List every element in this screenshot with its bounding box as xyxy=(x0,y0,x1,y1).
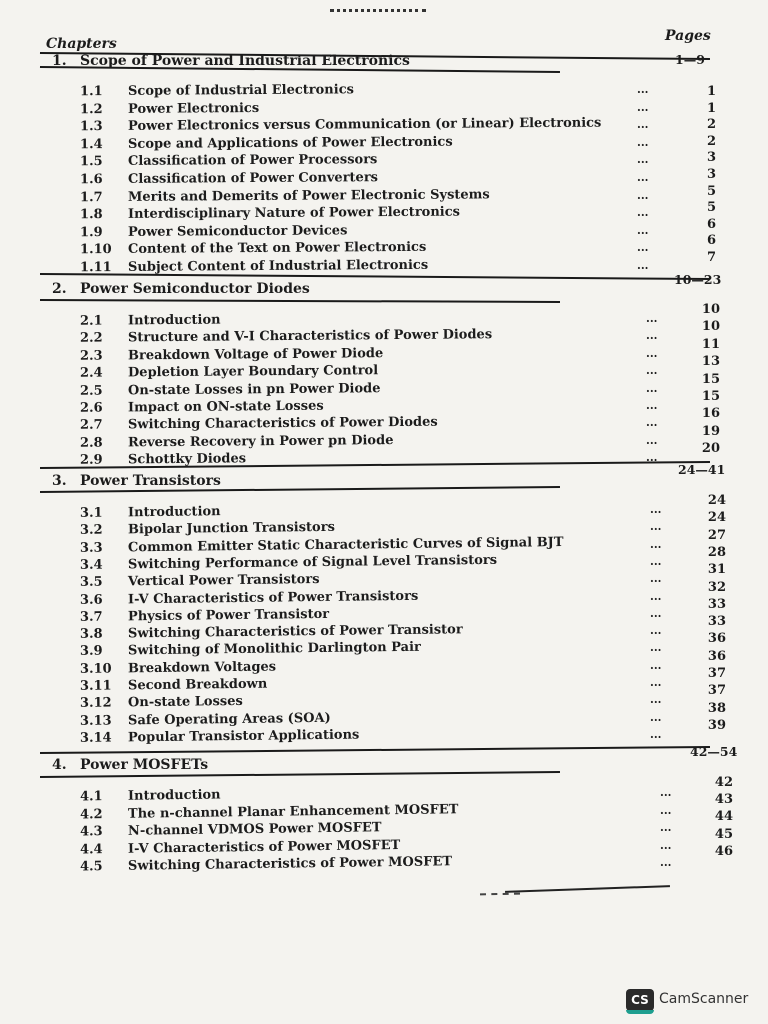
section-title: Safe Operating Areas (SOA) xyxy=(127,710,331,728)
section-title: Reverse Recovery in Power pn Diode xyxy=(127,432,394,451)
leader-dots: ... xyxy=(650,658,662,672)
section-number: 2.6 xyxy=(79,400,103,416)
section-title: Introduction xyxy=(127,312,221,329)
section-rule xyxy=(40,299,560,303)
page-number: 7 xyxy=(706,250,716,265)
camscanner-label: CamScanner xyxy=(659,991,749,1007)
section-number: 3.4 xyxy=(79,557,103,573)
chapter-title-text: Power Semiconductor Diodes xyxy=(80,281,310,297)
chapter-number: 3. xyxy=(52,473,67,489)
camscanner-logo-icon: CS xyxy=(626,989,654,1011)
section-title: N-channel VDMOS Power MOSFET xyxy=(127,820,382,839)
cut-off-heading xyxy=(330,0,426,12)
page-number: 24 xyxy=(707,493,726,508)
section-title: Introduction xyxy=(127,504,221,521)
page-number: 11 xyxy=(701,336,720,352)
page-number: 37 xyxy=(707,666,726,681)
chapter-title-text: Power MOSFETs xyxy=(80,757,209,773)
section-title: Bipolar Junction Transistors xyxy=(127,520,335,538)
section-title: Common Emitter Static Characteristic Curves of Signal BJT xyxy=(127,534,564,555)
page-number: 1 xyxy=(706,84,716,99)
section-number: 1.10 xyxy=(79,242,112,258)
section-number: 1.6 xyxy=(79,172,103,188)
page-number: 28 xyxy=(707,544,726,560)
leader-dots: ... xyxy=(650,676,662,689)
page-number: 3 xyxy=(706,167,716,182)
section-title: Switching Characteristics of Power Diodes xyxy=(127,415,438,433)
chapter-number: 2. xyxy=(52,281,67,297)
leader-dots: ... xyxy=(650,624,662,638)
section-title: Switching Characteristics of Power Transistor xyxy=(127,622,463,642)
leader-dots: ... xyxy=(637,135,649,149)
leader-dots: ... xyxy=(660,803,672,817)
section-number: 3.7 xyxy=(79,609,103,625)
leader-dots: ... xyxy=(650,537,662,551)
leader-dots: ... xyxy=(646,451,658,465)
leader-dots: ... xyxy=(646,399,658,412)
page-number: 36 xyxy=(707,631,726,647)
section-title: Subject Content of Industrial Electronics xyxy=(127,257,429,275)
page-number: 32 xyxy=(707,579,726,595)
page-number: 1 xyxy=(706,100,716,116)
leader-dots: ... xyxy=(646,433,658,447)
page-number: 19 xyxy=(701,423,720,439)
page-number: 5 xyxy=(706,200,716,216)
page-number: 3 xyxy=(706,150,716,166)
chapter-page-range: 10—23 xyxy=(674,272,722,287)
section-title: Structure and V-I Characteristics of Power Diodes xyxy=(127,327,493,346)
page-number: 10 xyxy=(701,319,720,335)
chapter-page-range: 42—54 xyxy=(690,744,738,759)
leader-dots: ... xyxy=(646,312,658,325)
section-title: Classification of Power Processors xyxy=(127,152,378,170)
section-title: Breakdown Voltages xyxy=(127,659,277,677)
chapter-page-range: 24—41 xyxy=(678,462,726,477)
section-number: 4.1 xyxy=(79,789,103,805)
section-number: 4.2 xyxy=(79,806,103,822)
section-number: 3.14 xyxy=(79,730,112,746)
page-number: 46 xyxy=(714,843,733,859)
page-number: 5 xyxy=(706,183,716,199)
section-number: 1.5 xyxy=(79,154,103,170)
chapter-title-text: Power Transistors xyxy=(80,473,221,489)
pen-mark xyxy=(505,885,670,893)
section-title: Impact on ON-state Losses xyxy=(127,398,324,416)
page-number: 16 xyxy=(701,406,720,422)
chapter-heading xyxy=(52,757,208,773)
section-number: 1.1 xyxy=(79,84,103,100)
page-number: 6 xyxy=(706,216,716,232)
leader-dots: ... xyxy=(650,693,662,707)
leader-dots: ... xyxy=(637,188,649,202)
chapter-page-range: 1—9 xyxy=(675,52,705,67)
page-number: 31 xyxy=(707,562,726,578)
page-number: 44 xyxy=(714,809,733,825)
section-number: 3.6 xyxy=(79,592,103,608)
section-title: Depletion Layer Boundary Control xyxy=(127,363,379,381)
leader-dots: ... xyxy=(637,118,649,132)
leader-dots: ... xyxy=(650,641,662,655)
page-number: 37 xyxy=(707,683,726,699)
leader-dots: ... xyxy=(646,346,658,360)
section-number: 1.3 xyxy=(79,119,103,135)
section-number: 3.2 xyxy=(79,522,103,539)
page-number: 33 xyxy=(707,614,726,630)
leader-dots: ... xyxy=(646,416,658,430)
page-number: 36 xyxy=(707,648,726,664)
leader-dots: ... xyxy=(660,856,672,869)
section-title: Schottky Diodes xyxy=(127,451,247,468)
section-title: Scope and Applications of Power Electronics xyxy=(127,134,453,152)
page-number: 2 xyxy=(706,133,716,149)
leader-dots: ... xyxy=(650,589,662,603)
section-title: Interdisciplinary Nature of Power Electronics xyxy=(127,204,460,223)
section-title: Breakdown Voltage of Power Diode xyxy=(127,345,384,364)
section-number: 3.8 xyxy=(79,626,103,643)
section-title: Power Electronics xyxy=(127,100,260,117)
page-number: 38 xyxy=(707,700,726,716)
leader-dots: ... xyxy=(637,241,649,255)
section-number: 3.13 xyxy=(79,713,112,729)
page-number: 24 xyxy=(707,510,726,526)
section-title: Vertical Power Transistors xyxy=(127,572,320,590)
section-number: 3.12 xyxy=(79,695,112,712)
section-number: 3.11 xyxy=(79,678,112,694)
section-title: On-state Losses in pn Power Diode xyxy=(127,380,381,398)
section-title: Switching of Monolithic Darlington Pair xyxy=(127,640,421,659)
section-title: Power Electronics versus Communication (or Linear) Electronics xyxy=(127,115,602,135)
page-number: 20 xyxy=(701,441,720,457)
section-number: 1.4 xyxy=(79,136,103,153)
section-number: 3.1 xyxy=(79,505,103,521)
page-number: 45 xyxy=(714,826,733,842)
section-number: 2.8 xyxy=(79,435,103,451)
section-number: 4.3 xyxy=(79,824,103,840)
section-number: 2.9 xyxy=(79,452,103,468)
leader-dots: ... xyxy=(637,153,649,167)
section-number: 3.5 xyxy=(79,574,103,591)
leader-dots: ... xyxy=(650,727,662,741)
chapters-header: Chapters xyxy=(46,36,117,52)
chapter-heading xyxy=(52,281,310,297)
section-number: 2.4 xyxy=(79,365,103,381)
page-number: 42 xyxy=(714,775,733,790)
page-number: 33 xyxy=(707,596,726,612)
section-number: 1.11 xyxy=(79,260,112,276)
leader-dots: ... xyxy=(637,171,649,184)
leader-dots: ... xyxy=(650,572,662,586)
section-number: 2.3 xyxy=(79,348,103,364)
section-number: 1.8 xyxy=(79,207,103,223)
leader-dots: ... xyxy=(660,838,672,852)
section-number: 2.5 xyxy=(79,383,103,399)
page-number: 15 xyxy=(701,371,720,387)
page-number: 2 xyxy=(706,117,716,133)
leader-dots: ... xyxy=(650,606,662,620)
leader-dots: ... xyxy=(637,100,649,114)
page-number: 43 xyxy=(714,792,733,808)
section-title: On-state Losses xyxy=(127,694,243,711)
page-number: 39 xyxy=(707,717,726,733)
section-title: Second Breakdown xyxy=(127,676,268,694)
pen-mark xyxy=(480,893,520,896)
pages-header: Pages xyxy=(665,28,711,44)
section-number: 1.2 xyxy=(79,101,103,117)
leader-dots: ... xyxy=(650,554,662,568)
section-title: I-V Characteristics of Power Transistors xyxy=(127,588,419,607)
section-number: 3.9 xyxy=(79,644,103,660)
section-title: Switching Performance of Signal Level Transistors xyxy=(127,552,498,573)
leader-dots: ... xyxy=(646,381,658,395)
section-number: 1.7 xyxy=(79,189,103,205)
leader-dots: ... xyxy=(646,329,658,343)
section-title: I-V Characteristics of Power MOSFET xyxy=(127,837,401,857)
chapter-heading xyxy=(52,473,221,489)
page-number: 15 xyxy=(701,389,720,404)
chapter-title-text: Scope of Power and Industrial Electronics xyxy=(80,53,410,69)
section-title: Power Semiconductor Devices xyxy=(127,223,348,240)
section-number: 4.5 xyxy=(79,859,103,875)
leader-dots: ... xyxy=(660,786,672,799)
leader-dots: ... xyxy=(637,83,649,96)
page-number: 27 xyxy=(707,527,726,543)
section-number: 4.4 xyxy=(79,841,103,857)
leader-dots: ... xyxy=(650,520,662,534)
section-title: Classification of Power Converters xyxy=(127,170,379,187)
leader-dots: ... xyxy=(637,223,649,237)
section-number: 1.9 xyxy=(79,224,103,241)
section-number: 2.1 xyxy=(79,313,103,329)
chapter-number: 1. xyxy=(52,53,67,69)
leader-dots: ... xyxy=(637,206,649,220)
section-rule xyxy=(40,746,710,754)
section-number: 2.7 xyxy=(79,417,103,434)
section-title: Switching Characteristics of Power MOSFET xyxy=(127,854,453,874)
section-number: 2.2 xyxy=(79,330,103,347)
section-title: Introduction xyxy=(127,787,221,804)
page-number: 6 xyxy=(706,233,716,249)
leader-dots: ... xyxy=(637,259,649,272)
leader-dots: ... xyxy=(646,364,658,378)
section-title: Scope of Industrial Electronics xyxy=(127,82,354,99)
page-number: 13 xyxy=(701,354,720,370)
leader-dots: ... xyxy=(650,503,662,516)
chapter-number: 4. xyxy=(52,757,67,773)
chapter-heading xyxy=(52,53,410,69)
section-number: 3.3 xyxy=(79,540,103,556)
leader-dots: ... xyxy=(650,710,662,724)
section-title: Merits and Demerits of Power Electronic Systems xyxy=(127,186,490,205)
section-title: Content of the Text on Power Electronics xyxy=(127,240,427,258)
page-number: 10 xyxy=(701,302,720,317)
section-title: Popular Transistor Applications xyxy=(127,727,360,746)
leader-dots: ... xyxy=(660,821,672,834)
section-title: Physics of Power Transistor xyxy=(127,606,330,625)
section-number: 3.10 xyxy=(79,661,112,677)
section-title: The n-channel Planar Enhancement MOSFET xyxy=(127,801,459,822)
